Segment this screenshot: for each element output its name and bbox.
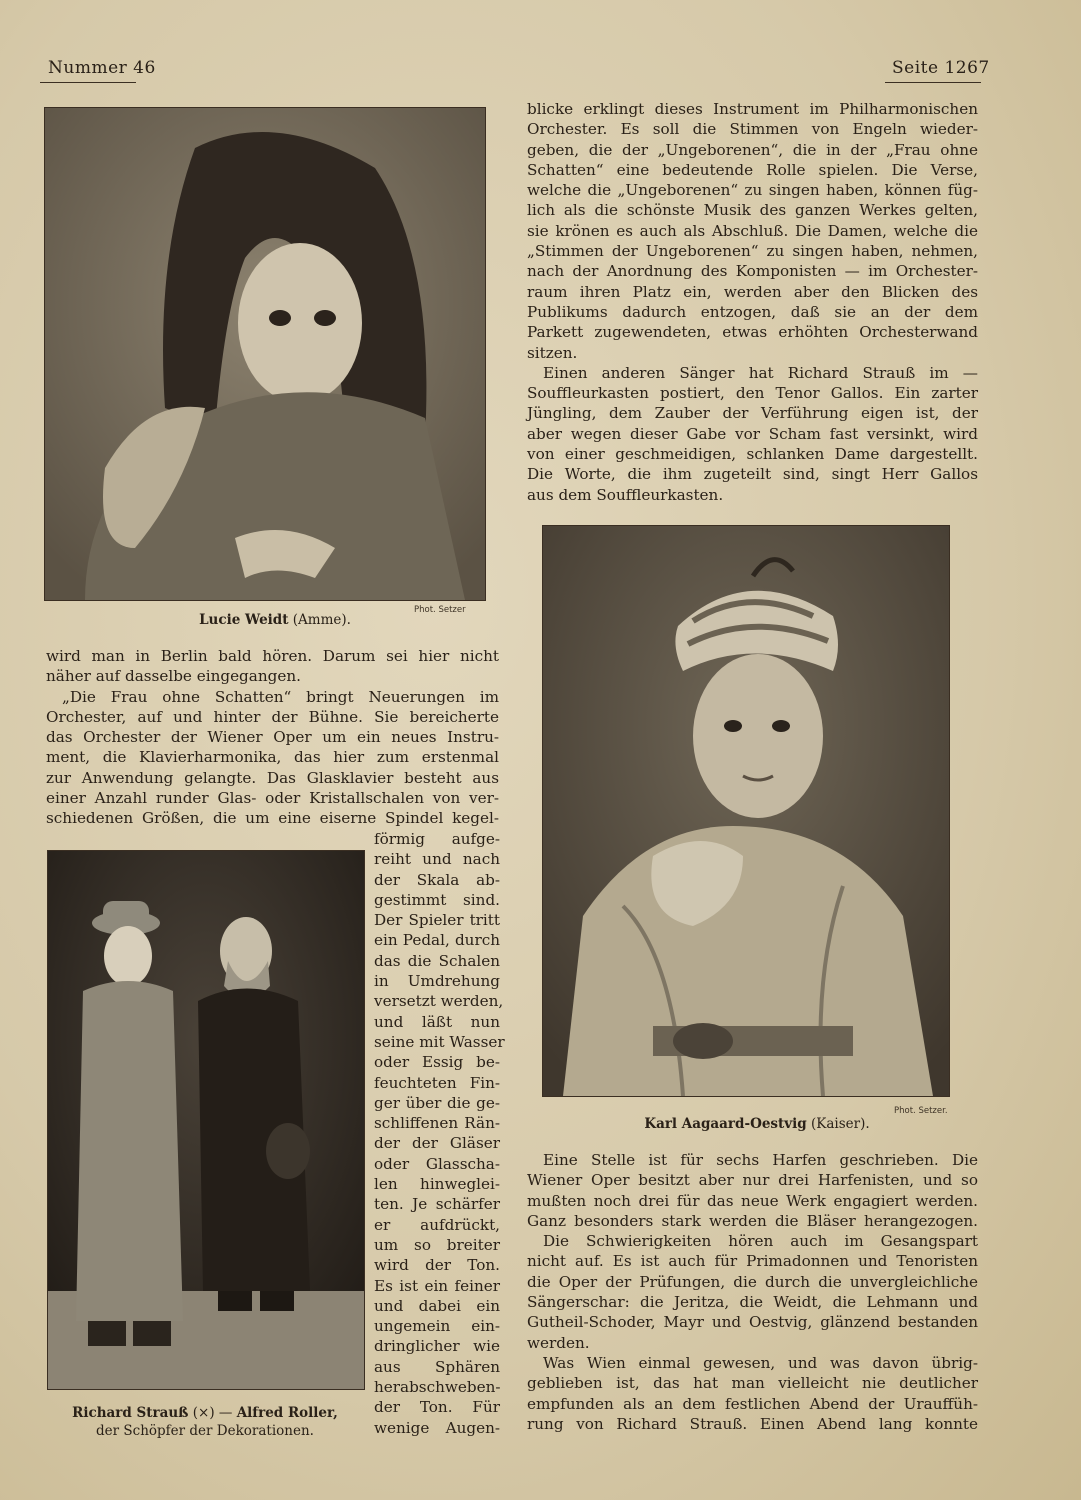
text-line: ten. Je schärfer xyxy=(374,1195,500,1214)
text-line: versetzt werden, xyxy=(374,992,504,1011)
text-line: die Oper der Prüfungen, die durch die unvergleichliche xyxy=(527,1272,978,1291)
text-line: schiedenen Größen, die um eine eiserne Spindel kegel- xyxy=(46,809,499,828)
caption-name: Karl Aagaard-Oestvig xyxy=(644,1116,807,1132)
text-line: feuchteten Fin- xyxy=(374,1073,500,1092)
caption-lucie-weidt xyxy=(160,611,390,629)
portrait-photo-icon xyxy=(543,526,949,1096)
photo-lucie-weidt xyxy=(44,107,486,601)
text-line: ger über die ge- xyxy=(374,1093,500,1112)
text-right-bottom xyxy=(527,1150,978,1434)
photo-credit-oestvig: Phot. Setzer. xyxy=(894,1106,948,1116)
text-line: reiht und nach xyxy=(374,850,500,869)
text-line: herabschweben- xyxy=(374,1378,501,1397)
text-line: Souffleurkasten postiert, den Tenor Gallos. Ein zarter xyxy=(527,384,978,403)
text-line: len hinweglei- xyxy=(374,1175,500,1194)
page-number-right: Seite 1267 xyxy=(892,58,990,78)
text-line: aber wegen dieser Gabe vor Scham fast versinkt, wird xyxy=(527,424,978,443)
text-line: nicht auf. Es ist auch für Primadonnen und Tenoristen xyxy=(527,1252,978,1271)
caption-role: (Kaiser). xyxy=(810,1116,870,1132)
text-line: wird man in Berlin bald hören. Darum sei hier nicht xyxy=(46,647,499,665)
text-line: der Skala ab- xyxy=(374,870,500,889)
header-rule-right xyxy=(885,82,981,83)
text-line: Ganz besonders stark werden die Bläser herangezogen. xyxy=(527,1211,978,1230)
photo-karl-aagaard-oestvig xyxy=(542,525,950,1097)
text-line: Was Wien einmal gewesen, und was davon übrig- xyxy=(543,1353,978,1372)
caption-karl-aagaard-oestvig xyxy=(628,1115,886,1133)
text-line: gestimmt sind. xyxy=(374,890,500,909)
text-line: geblieben ist, das hat man vielleicht nie deutlicher xyxy=(527,1374,978,1393)
text-line: raum ihren Platz ein, werden aber den Blicken des xyxy=(527,282,978,301)
text-line: welche die „Ungeborenen“ zu singen haben, können füg- xyxy=(527,181,978,200)
text-line: Sängerschar: die Jeritza, die Weidt, die Lehmann und xyxy=(527,1293,978,1312)
text-line: Jüngling, dem Zauber der Verführung eigen ist, der xyxy=(527,404,978,423)
text-line: sitzen. xyxy=(527,343,578,362)
caption-name: Lucie Weidt xyxy=(199,612,289,628)
text-line: Schatten“ eine bedeutende Rolle spielen. Die Verse, xyxy=(527,160,978,179)
text-line: blicke erklingt dieses Instrument im Philharmonischen xyxy=(527,100,978,118)
text-line: sie krönen es auch als Abschluß. Die Damen, welche die xyxy=(527,221,978,240)
text-line: Orchester. Es soll die Stimmen von Engeln wieder- xyxy=(527,120,978,139)
caption-name: Alfred Roller, xyxy=(236,1405,338,1421)
photo-strauss-roller xyxy=(47,850,365,1390)
text-line: dringlicher wie xyxy=(374,1337,500,1356)
text-line: schliffenen Rän- xyxy=(374,1114,500,1133)
text-line: lich als die schönste Musik des ganzen Werkes gelten, xyxy=(527,201,978,220)
text-line: und läßt nun xyxy=(374,1012,500,1031)
text-line: wird der Ton. xyxy=(374,1256,500,1275)
caption-role: (Amme). xyxy=(292,612,351,628)
text-line: um so breiter xyxy=(374,1235,500,1254)
page-number-left: Nummer 46 xyxy=(48,58,156,78)
portrait-photo-icon xyxy=(48,851,364,1389)
text-line: Der Spieler tritt xyxy=(374,911,500,930)
text-line: Wiener Oper besitzt aber nur drei Harfenisten, und so xyxy=(527,1171,978,1190)
text-right-top xyxy=(527,99,978,505)
text-line: oder Essig be- xyxy=(374,1053,500,1072)
text-line: Die Schwierigkeiten hören auch im Gesangspart xyxy=(543,1232,978,1251)
text-line: ment, die Klavierharmonika, das hier zum erstenmal xyxy=(46,748,499,767)
text-line: empfunden als an dem festlichen Abend der Urauffüh- xyxy=(527,1394,978,1413)
text-line: ungemein ein- xyxy=(374,1317,500,1336)
text-line: der Ton. Für xyxy=(374,1398,500,1417)
photo-credit-weidt: Phot. Setzer xyxy=(414,605,466,615)
text-line: er aufdrückt, xyxy=(374,1215,500,1234)
caption-strauss-roller xyxy=(50,1404,360,1440)
text-line: aus dem Souffleurkasten. xyxy=(527,485,724,504)
text-line: oder Glasscha- xyxy=(374,1154,500,1173)
text-line: werden. xyxy=(527,1333,590,1352)
text-line: einer Anzahl runder Glas- oder Kristallschalen von ver- xyxy=(46,789,499,808)
caption-mark: (×) — xyxy=(192,1405,233,1421)
text-line: geben, die der „Ungeborenen“, die in der „Frau ohne xyxy=(527,140,978,159)
caption-name: Richard Strauß xyxy=(72,1405,189,1421)
portrait-photo-icon xyxy=(45,108,485,600)
text-line: Eine Stelle ist für sechs Harfen geschrieben. Die xyxy=(543,1151,978,1169)
text-line: zur Anwendung gelangte. Das Glasklavier besteht aus xyxy=(46,768,499,787)
text-line: rung von Richard Strauß. Einen Abend lang konnte xyxy=(527,1414,978,1433)
text-narrow xyxy=(374,829,505,1438)
text-line: Gutheil-Schoder, Mayr und Oestvig, glänzend bestanden xyxy=(527,1313,978,1332)
text-line: seine mit Wasser xyxy=(374,1032,505,1051)
text-line: „Die Frau ohne Schatten“ bringt Neuerungen im xyxy=(62,687,499,706)
text-line: in Umdrehung xyxy=(374,972,500,991)
text-line: nach der Anordnung des Komponisten — im Orchester- xyxy=(527,262,978,281)
text-line: Publikums dadurch entzogen, daß sie an der dem xyxy=(527,302,978,321)
text-line: ein Pedal, durch xyxy=(374,931,500,950)
text-line: und dabei ein xyxy=(374,1296,500,1315)
text-line: Orchester, auf und hinter der Bühne. Sie bereicherte xyxy=(46,707,499,726)
text-line: Die Worte, die ihm zugeteilt sind, singt Herr Gallos xyxy=(527,465,978,484)
text-line: wenige Augen- xyxy=(374,1418,500,1437)
text-line: Parkett zugewendeten, etwas erhöhten Orchesterwand xyxy=(527,323,978,342)
text-line: näher auf dasselbe eingegangen. xyxy=(46,667,301,686)
text-line: mußten noch drei für das neue Werk engagiert werden. xyxy=(527,1191,978,1210)
text-line: das Orchester der Wiener Oper um ein neues Instru- xyxy=(46,728,499,747)
text-line: Einen anderen Sänger hat Richard Strauß im — xyxy=(543,363,978,382)
text-line: förmig aufge- xyxy=(374,830,500,848)
text-line: Es ist ein feiner xyxy=(374,1276,500,1295)
text-left-top xyxy=(46,646,499,829)
text-line: das die Schalen xyxy=(374,951,500,970)
text-line: von einer geschmeidigen, schlanken Dame dargestellt. xyxy=(527,445,978,464)
text-line: der der Gläser xyxy=(374,1134,500,1153)
caption-subtitle: der Schöpfer der Dekorationen. xyxy=(96,1423,314,1439)
text-line: aus Sphären xyxy=(374,1357,500,1376)
header-rule-left xyxy=(40,82,136,83)
text-line: „Stimmen der Ungeborenen“ zu singen haben, nehmen, xyxy=(527,242,978,261)
